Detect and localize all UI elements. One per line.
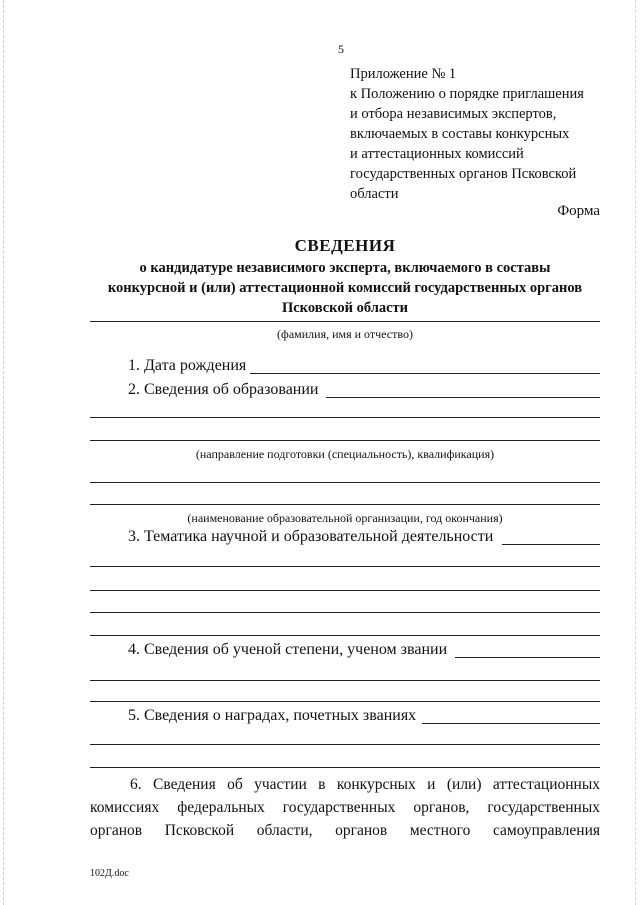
degree-field[interactable] xyxy=(455,657,600,658)
form-label: Форма xyxy=(557,203,600,219)
research-line-5[interactable] xyxy=(90,635,600,636)
appendix-line-4: и аттестационных комиссий xyxy=(350,146,524,162)
awards-label: 5. Сведения о наградах, почетных званиях xyxy=(128,707,417,724)
commissions-paragraph xyxy=(90,773,600,842)
institution-field[interactable] xyxy=(90,504,600,505)
scan-right-edge xyxy=(635,0,637,905)
subtitle-line-1: о кандидатуре независимого эксперта, включаемого в составы xyxy=(139,260,551,276)
subtitle-line-2: конкурсной и (или) аттестационной комиссий государственных органов xyxy=(107,280,583,296)
research-line-2[interactable] xyxy=(90,566,600,567)
specialty-caption: (направление подготовки (специальность), квалификация) xyxy=(195,447,495,461)
appendix-line-6: области xyxy=(350,186,399,202)
awards-line-2[interactable] xyxy=(90,744,600,745)
birth-date-label: 1. Дата рождения xyxy=(128,357,247,374)
appendix-line-5: государственных органов Псковской xyxy=(350,166,577,182)
research-field[interactable] xyxy=(502,544,600,545)
full-name-caption: (фамилия, имя и отчество) xyxy=(277,327,413,341)
institution-line-1[interactable] xyxy=(90,482,600,483)
research-line-3[interactable] xyxy=(90,590,600,591)
appendix-line-3: включаемых в составы конкурсных xyxy=(350,126,570,142)
birth-date-field[interactable] xyxy=(250,373,600,374)
degree-line-3[interactable] xyxy=(90,701,600,702)
file-name-footer: 102Д.doc xyxy=(90,868,129,879)
commissions-line-3: органов Псковской области, органов местного самоуправления xyxy=(90,822,600,839)
institution-caption: (наименование образовательной организации, год окончания) xyxy=(187,511,503,525)
awards-field[interactable] xyxy=(422,723,600,724)
scan-left-edge xyxy=(3,0,5,905)
commissions-line-2: комиссиях федеральных государственных органов, государственных xyxy=(90,799,600,816)
appendix-line-2: и отбора независимых экспертов, xyxy=(350,106,557,122)
specialty-field[interactable] xyxy=(90,440,600,441)
education-field[interactable] xyxy=(326,397,600,398)
appendix-line-1: к Положению о порядке приглашения xyxy=(350,86,584,102)
degree-label: 4. Сведения об ученой степени, ученом звании xyxy=(128,641,448,658)
research-label: 3. Тематика научной и образовательной деятельности xyxy=(128,528,494,545)
full-name-field[interactable] xyxy=(90,321,600,322)
education-label: 2. Сведения об образовании xyxy=(128,381,319,398)
appendix-title: Приложение № 1 xyxy=(350,66,457,82)
awards-line-3[interactable] xyxy=(90,767,600,768)
page-number: 5 xyxy=(338,42,344,56)
degree-line-2[interactable] xyxy=(90,680,600,681)
research-line-4[interactable] xyxy=(90,612,600,613)
document-title: СВЕДЕНИЯ xyxy=(294,236,396,255)
subtitle-line-3: Псковской области xyxy=(281,300,409,316)
commissions-line-1: 6. Сведения об участии в конкурсных и (или) аттестационных xyxy=(130,776,600,793)
education-line-2[interactable] xyxy=(90,417,600,418)
